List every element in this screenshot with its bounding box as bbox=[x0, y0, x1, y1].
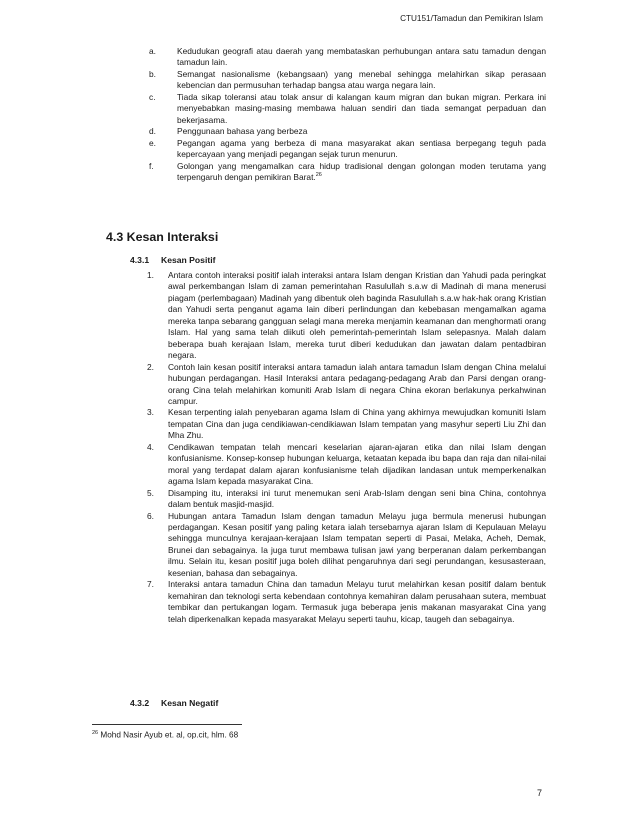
list-item-label: 5. bbox=[147, 487, 154, 498]
list-item-text: Penggunaan bahasa yang berbeza bbox=[177, 126, 308, 137]
list-item-label: 6. bbox=[147, 510, 154, 521]
list-item-label: a. bbox=[149, 46, 156, 56]
list-item-text: Tiada sikap toleransi atau tolak ansur di kalangan kaum migran dan bukan migran. Perkara ini menyebabkan masing-masing membawa haluan sendiri dan tiada semangat perpaduan dan bekerjasama. bbox=[177, 91, 546, 125]
list-item-text: Semangat nasionalisme (kebangsaan) yang menebal sehingga melahirkan sikap perasaan kebencian dan permusuhan terhadap bangsa atau warga negara lain. bbox=[177, 68, 546, 91]
positive-effect-item bbox=[147, 510, 546, 580]
positive-effect-item bbox=[147, 407, 546, 441]
factor-item bbox=[149, 160, 546, 184]
list-item-label: 3. bbox=[147, 407, 154, 418]
factor-item bbox=[149, 137, 546, 161]
positive-effect-item bbox=[147, 361, 546, 408]
section-heading: 4.3 Kesan Interaksi bbox=[106, 230, 219, 244]
positive-effect-item bbox=[147, 487, 546, 511]
list-item-label: 7. bbox=[147, 579, 154, 590]
list-item-label: b. bbox=[149, 68, 156, 79]
list-item-label: 2. bbox=[147, 361, 154, 372]
list-item-text: Hubungan antara Tamadun Islam dengan tamadun Melayu juga bermula menerusi hubungan perdagangan. Kesan positif yang paling ketara ialah tersebarnya ajaran Islam di Kepulauan Melayu sehingga munculnya kerajaan-kerajaan Islam tempatan seperti di Pasai, Melaka, Acheh, Demak, Brunei dan sebagainya. Ia juga turut membawa tulisan jawi yang berperanan dalam perkembangan ilmu. Selain itu, kesan positif juga boleh dilihat pengaruhnya dari segi perundangan, kesusasteraan, kesenian, bahasa dan sebagainya. bbox=[168, 510, 546, 578]
positive-effects-list bbox=[147, 270, 546, 625]
list-item-text: Golongan yang mengamalkan cara hidup tradisional dengan golongan moden terutama yang terpengaruh dengan pemikiran Barat. bbox=[177, 160, 546, 182]
running-header: CTU151/Tamadun dan Pemikiran Islam bbox=[400, 14, 543, 23]
list-item-text: Antara contoh interaksi positif ialah interaksi antara Islam dengan Kristian dan Yahudi pada peringkat awal perkembangan Islam di zaman pemerintahan Rasulullah s.a.w di Madinah di mana menerusi piagam (perlembagaan) Madinah yang dibentuk oleh baginda Rasulullah s.a.w hak-hak orang Kristian dan Yahudi serta penganut agama lain diberi perlindungan dan kebebasan mengamalkan agama mereka tanpa sebarang gangguan selagi mana mereka menjamin keamanan dan menghormati orang Islam. Hal yang sama telah diikuti oleh pemerintah-pemerintah Islam selepasnya. Malah dalam beberapa buah kerajaan Islam, mereka turut diberi kedudukan dan jawatan dalam pentadbiran negara. bbox=[168, 270, 546, 361]
positive-effect-item bbox=[147, 270, 546, 362]
list-item-label: f. bbox=[149, 160, 154, 171]
factor-item bbox=[149, 68, 546, 92]
subsection-title: Kesan Negatif bbox=[161, 698, 219, 708]
subsection-title: Kesan Positif bbox=[161, 255, 216, 265]
list-item-text: Interaksi antara tamadun China dan tamadun Melayu turut melahirkan kesan positif dalam bentuk kemahiran dan teknologi serta kebendaan contohnya kemahiran dalam perusahaan sutera, membuat tembikar dan pertukangan logam. Termasuk juga beberapa jenis makanan masyarakat Cina yang telah diperkenalkan kepada masyarakat Melayu seperti tauhu, kicap, taugeh dan sebagainya. bbox=[168, 579, 546, 624]
factor-list bbox=[149, 46, 546, 183]
page-number: 7 bbox=[537, 788, 543, 798]
factor-item bbox=[149, 126, 546, 137]
footnote-text: Mohd Nasir Ayub et. al, op.cit, hlm. 68 bbox=[100, 730, 239, 740]
list-item-label: d. bbox=[149, 126, 156, 137]
list-item-text: Disamping itu, interaksi ini turut menemukan seni Arab-Islam dengan seni bina China, contohnya dalam bentuk masjid-masjid. bbox=[168, 487, 546, 510]
list-item-label: 4. bbox=[147, 441, 154, 452]
positive-effect-item bbox=[147, 441, 546, 488]
list-item-label: 1. bbox=[147, 270, 154, 280]
list-item-text: Pegangan agama yang berbeza di mana masyarakat akan sentiasa berpegang teguh pada kepercayaan yang menjadi pegangan sejak turun menurun. bbox=[177, 137, 546, 160]
subsection-heading-positive bbox=[130, 255, 215, 265]
list-item-text: Cendikawan tempatan telah mencari keselarian ajaran-ajaran etika dan nilai Islam dengan konfusianisme. Konsep-konsep hubungan keluarga, ketaatan kepada ibu bapa dan raja dan nilai-nilai moral yang terdapat dalam ajaran konfusianisme telah dijadikan landasan untuk memperkenalkan agama Islam kepada masyarakat Cina. bbox=[168, 441, 546, 487]
footnote bbox=[92, 730, 238, 740]
list-item-text: Kedudukan geografi atau daerah yang membataskan perhubungan antara satu tamadun dengan tamadun lain. bbox=[177, 46, 546, 68]
subsection-number: 4.3.1 bbox=[130, 255, 150, 265]
subsection-heading-negative bbox=[130, 698, 218, 708]
footnote-reference: 26 bbox=[315, 172, 322, 179]
footnote-divider bbox=[92, 724, 242, 725]
footnote-number: 26 bbox=[92, 730, 99, 736]
subsection-number: 4.3.2 bbox=[130, 698, 150, 708]
list-item-text: Kesan terpenting ialah penyebaran agama Islam di China yang akhirnya mewujudkan komuniti Islam tempatan Cina dan juga cendikiawan-cendikiawan Islam tempatan yang masyhur seperti Liu Zhi dan Mha Zhu. bbox=[168, 407, 546, 441]
positive-effect-item bbox=[147, 579, 546, 625]
list-item-label: e. bbox=[149, 137, 156, 148]
factor-item bbox=[149, 91, 546, 126]
list-item-text: Contoh lain kesan positif interaksi antara tamadun ialah antara tamadun Islam dengan China melalui hubungan perdagangan. Hasil Interaksi antara pedagang-pedagang Arab dan Parsi dengan orang-orang Cina telah melahirkan komuniti Arab Islam di negara China ekoran berlakunya perkahwinan campur. bbox=[168, 361, 546, 406]
factor-item bbox=[149, 46, 546, 69]
list-item-label: c. bbox=[149, 91, 156, 102]
